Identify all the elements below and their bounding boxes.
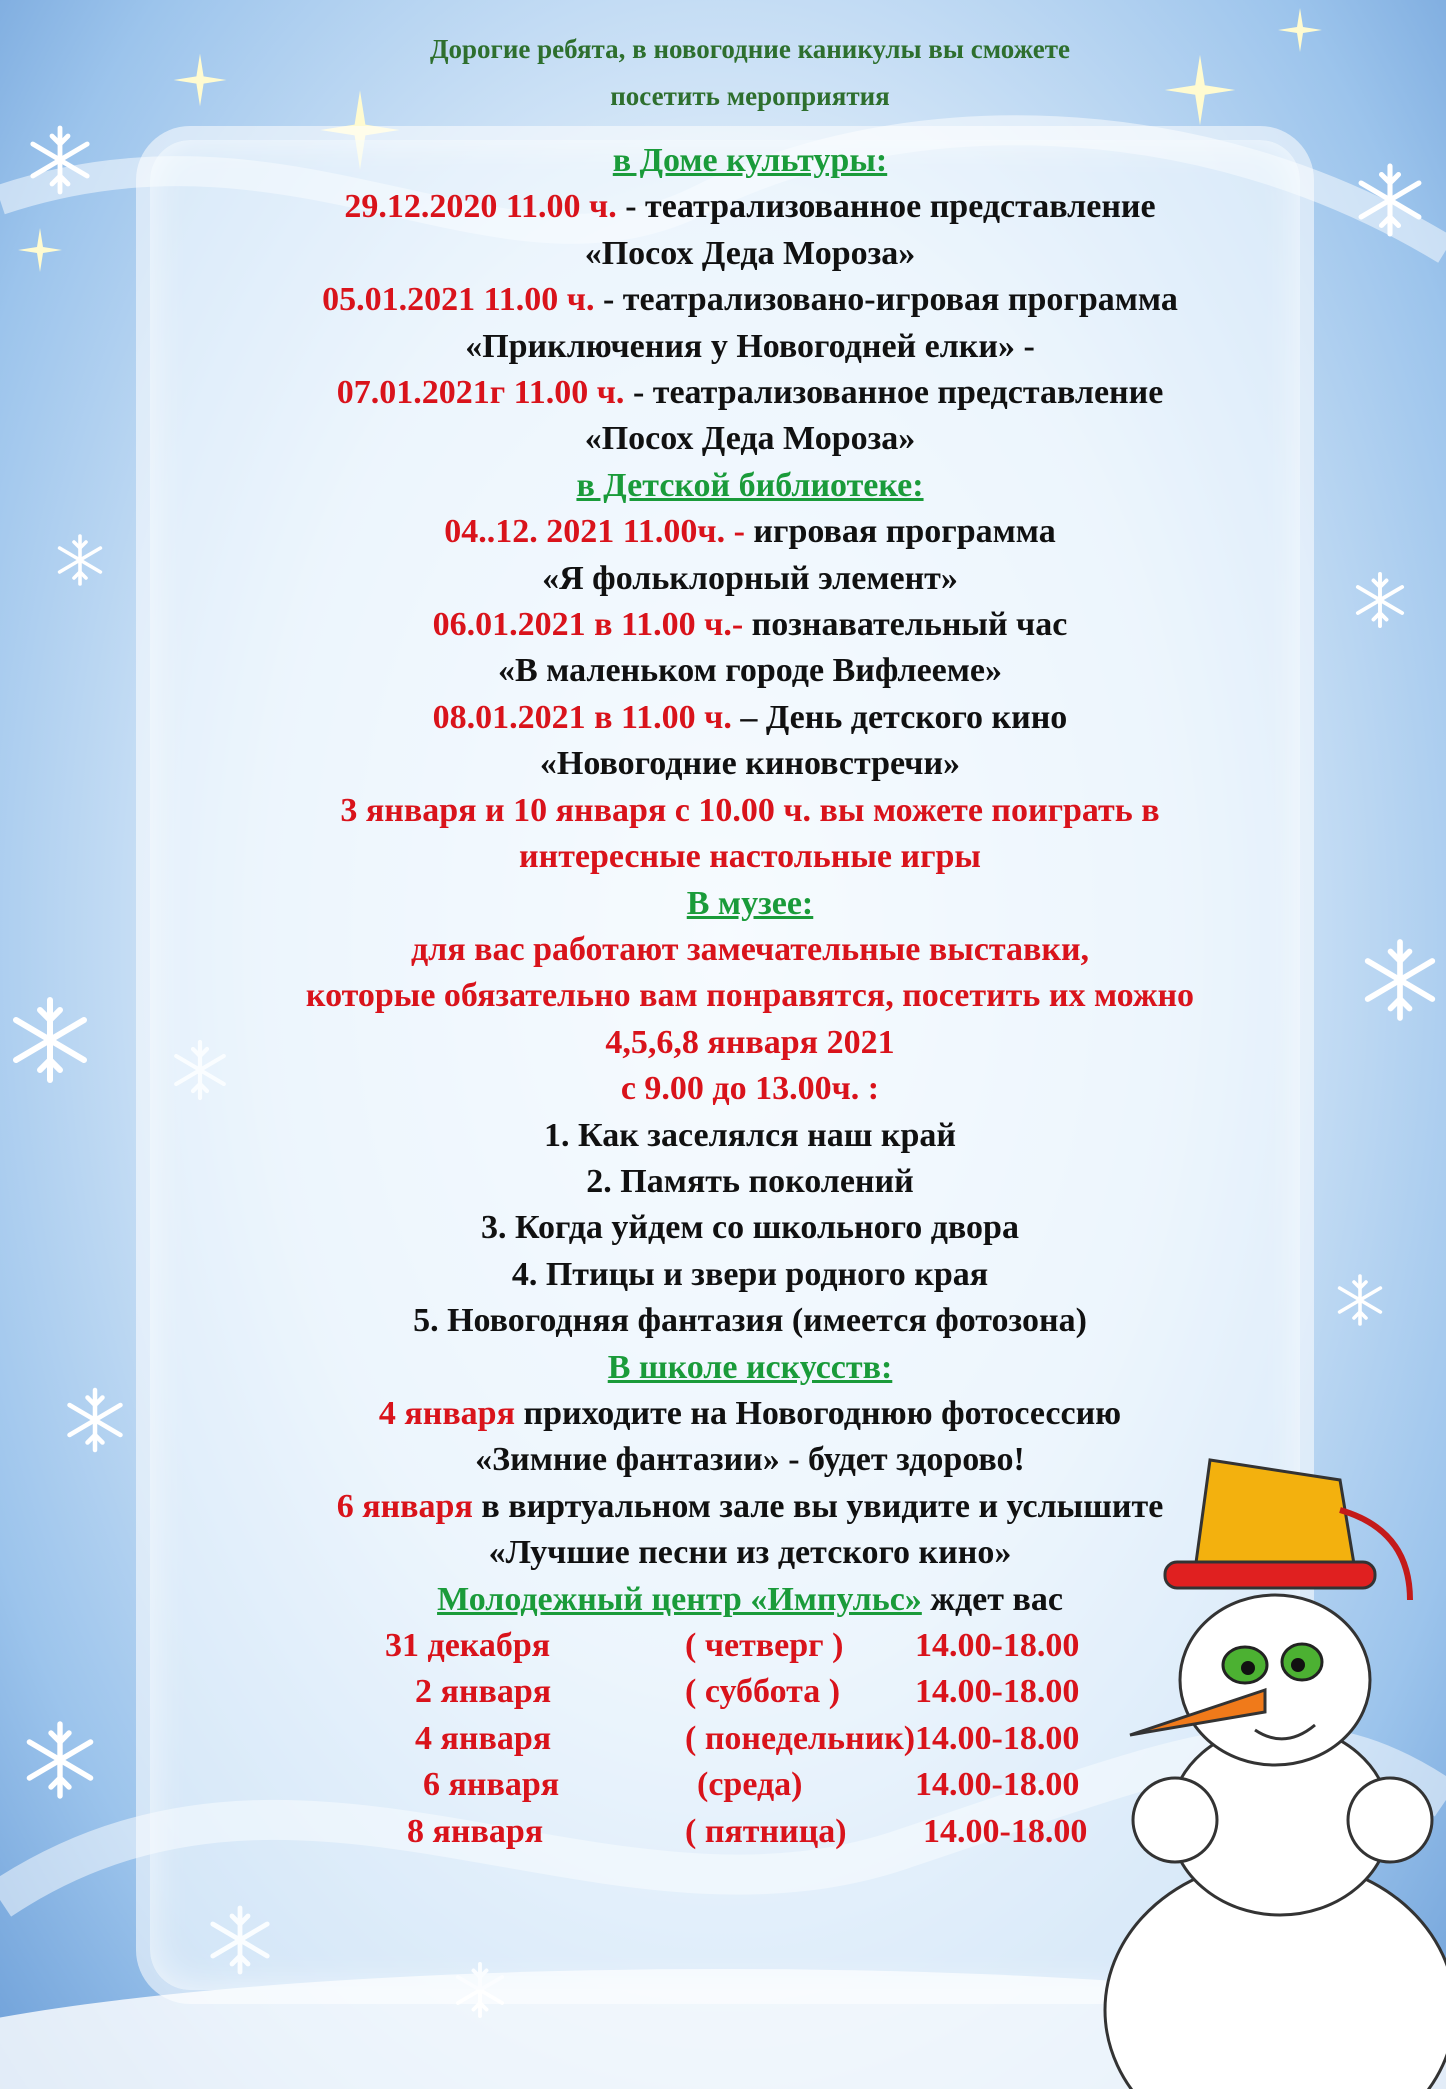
exhibit-item: 3. Когда уйдем со школьного двора <box>481 1209 1019 1247</box>
event-line: 05.01.2021 11.00 ч. - театрализовано-игровая программа <box>322 281 1178 319</box>
event-line: 08.01.2021 в 11.00 ч. – День детского кино <box>432 698 1068 736</box>
event-title: «Я фольклорный элемент» <box>542 559 958 597</box>
exhibit-item: 5. Новогодняя фантазия (имеется фотозона) <box>413 1302 1087 1340</box>
event-line: 06.01.2021 в 11.00 ч.- познавательный час <box>432 606 1068 644</box>
board-games-line: 3 января и 10 января с 10.00 ч. вы можете поиграть в <box>340 791 1160 829</box>
schedule-row: 8 января ( пятница) 14.00-18.00 <box>407 1812 1088 1850</box>
schedule-row: 6 января (среда) 14.00-18.00 <box>423 1766 1080 1804</box>
museum-hours: с 9.00 до 13.00ч. : <box>620 1070 880 1108</box>
event-line: 4 января приходите на Новогоднюю фотосессию <box>378 1394 1122 1432</box>
event-line: 29.12.2020 11.00 ч. - театрализованное представление <box>344 188 1156 226</box>
event-title: «Посох Деда Мороза» <box>584 234 916 272</box>
section-heading-museum: В музее: <box>686 884 814 922</box>
schedule-row: 4 января ( понедельник)14.00-18.00 <box>415 1719 1080 1757</box>
museum-line: для вас работают замечательные выставки, <box>410 930 1090 968</box>
event-title: «Зимние фантазии» - будет здорово! <box>475 1441 1025 1479</box>
section-heading-art-school: В школе искусств: <box>607 1348 893 1386</box>
event-title: «Лучшие песни из детского кино» <box>488 1534 1012 1572</box>
event-line: 6 января в виртуальном зале вы увидите и услышите <box>336 1487 1164 1525</box>
event-title: «Посох Деда Мороза» <box>584 420 916 458</box>
exhibit-item: 1. Как заселялся наш край <box>544 1116 956 1154</box>
event-title: «Новогодние киновстречи» <box>539 745 961 783</box>
board-games-line: интересные настольные игры <box>519 838 981 876</box>
section-heading-library: в Детской библиотеке: <box>576 466 924 504</box>
event-line: 07.01.2021г 11.00 ч. - театрализованное представление <box>336 374 1164 412</box>
snowman-illustration <box>1080 1450 1446 2089</box>
schedule-row: 2 января ( суббота ) 14.00-18.00 <box>415 1673 1080 1711</box>
intro-line-1: Дорогие ребята, в новогодние каникулы вы сможете <box>429 34 1071 64</box>
exhibit-item: 2. Память поколений <box>586 1162 914 1200</box>
intro-line-2: посетить мероприятия <box>610 81 890 111</box>
exhibit-item: 4. Птицы и звери родного края <box>511 1255 989 1293</box>
museum-line: которые обязательно вам понравятся, посетить их можно <box>305 977 1195 1015</box>
museum-dates: 4,5,6,8 января 2021 <box>605 1023 895 1061</box>
event-title: «Приключения у Новогодней елки» - <box>465 327 1035 365</box>
event-title: «В маленьком городе Вифлееме» <box>497 652 1003 690</box>
schedule-row: 31 декабря ( четверг ) 14.00-18.00 <box>385 1627 1080 1664</box>
section-heading-culture-house: в Доме культуры: <box>612 142 888 179</box>
event-line: 04..12. 2021 11.00ч. - игровая программа <box>444 513 1056 551</box>
section-heading-youth-center: Молодежный центр «Импульс» ждет вас <box>437 1580 1063 1618</box>
